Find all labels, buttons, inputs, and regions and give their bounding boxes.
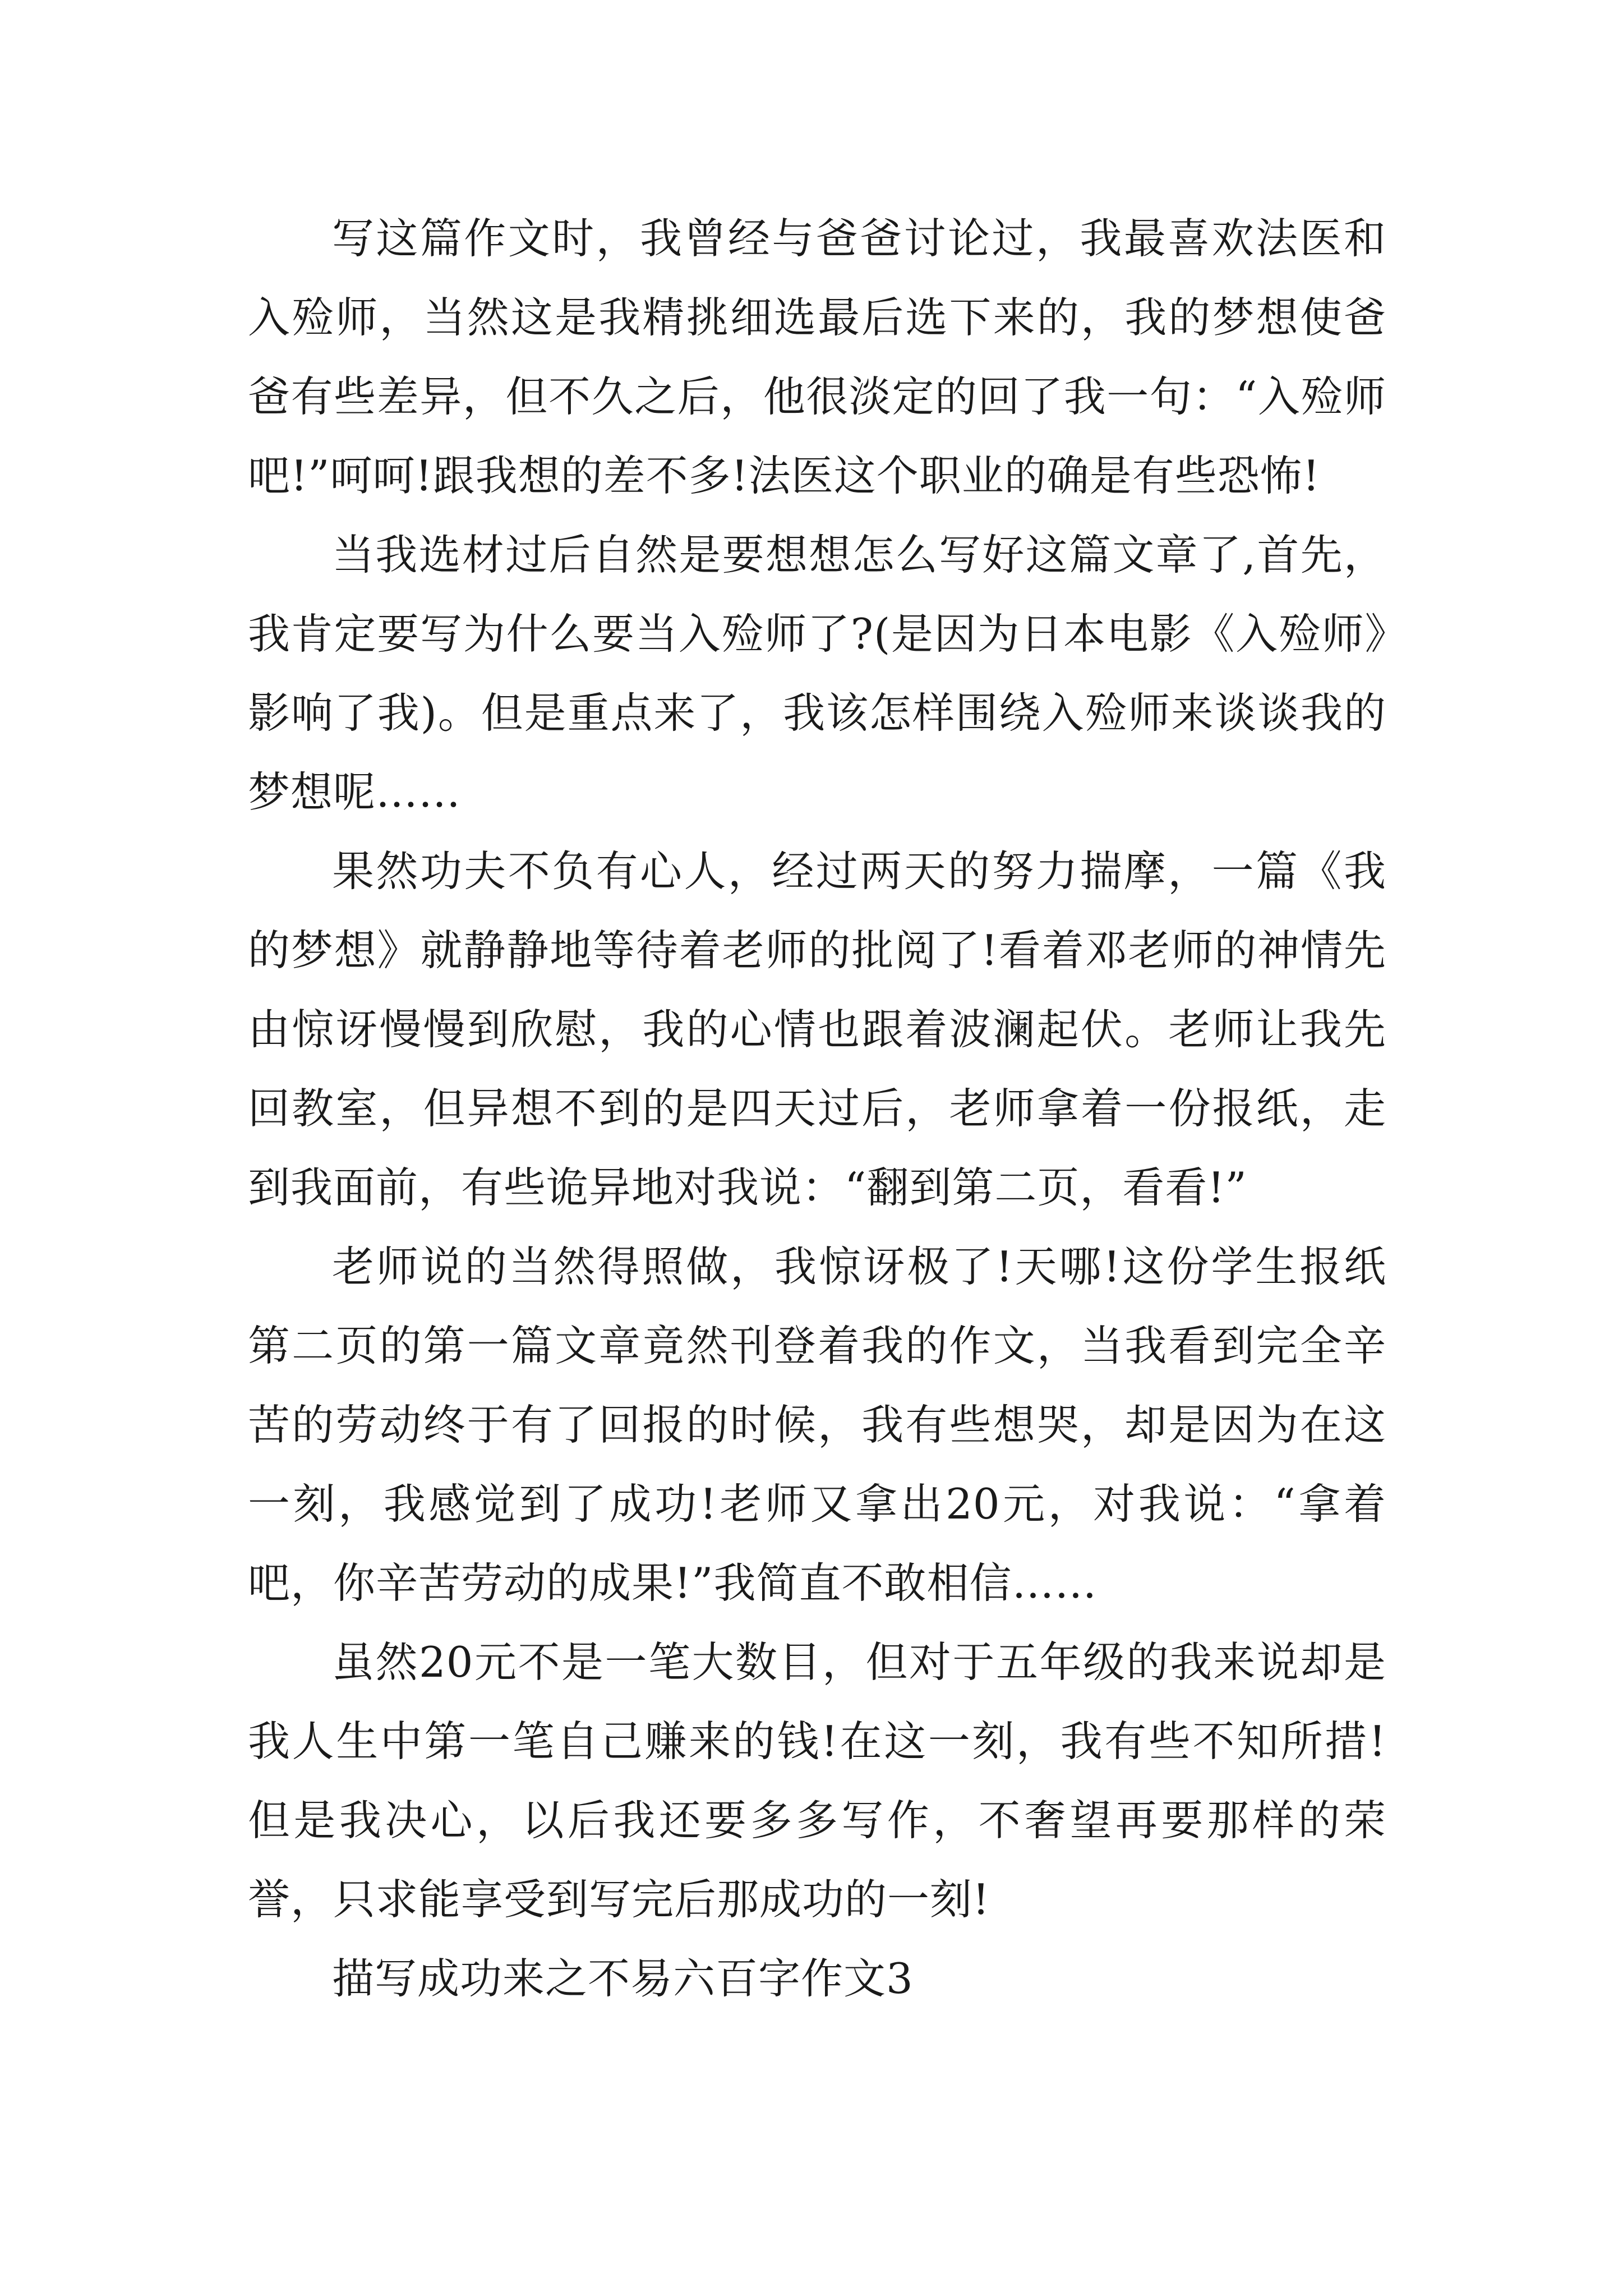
paragraph-1: 写这篇作文时，我曾经与爸爸讨论过，我最喜欢法医和入殓师，当然这是我精挑细选最后选下来的，我的梦想使爸爸有些差异，但不久之后，他很淡定的回了我一句：“入殓师吧!”呵呵!跟我想的差不多!法医这个职业的确是有些恐怖! — [248, 214, 1386, 500]
paragraph-3: 果然功夫不负有心人，经过两天的努力揣摩，一篇《我的梦想》就静静地等待着老师的批阅了!看着邓老师的神情先由惊讶慢慢到欣慰，我的心情也跟着波澜起伏。老师让我先回教室，但异想不到的是四天过后，老师拿着一份报纸，走到我面前，有些诡异地对我说：“翻到第二页，看看!” — [248, 846, 1386, 1212]
section-heading: 描写成功来之不易六百字作文3 — [332, 1954, 914, 2003]
paragraph-5: 虽然20元不是一笔大数目，但对于五年级的我来说却是我人生中第一笔自己赚来的钱!在这一刻，我有些不知所措!但是我决心，以后我还要多多写作，不奢望再要那样的荣誉，只求能享受到写完后那成功的一刻! — [248, 1637, 1386, 1924]
document-body — [248, 199, 1386, 2018]
paragraph-2: 当我选材过后自然是要想想怎么写好这篇文章了,首先，我肯定要写为什么要当入殓师了?(是因为日本电影《入殓师》影响了我)。但是重点来了，我该怎样围绕入殓师来谈谈我的梦想呢…… — [248, 530, 1386, 817]
paragraph-4: 老师说的当然得照做，我惊讶极了!天哪!这份学生报纸第二页的第一篇文章竟然刊登着我的作文，当我看到完全辛苦的劳动终于有了回报的时候，我有些想哭，却是因为在这一刻，我感觉到了成功!老师又拿出20元，对我说：“拿着吧，你辛苦劳动的成果!”我简直不敢相信…… — [248, 1242, 1386, 1608]
